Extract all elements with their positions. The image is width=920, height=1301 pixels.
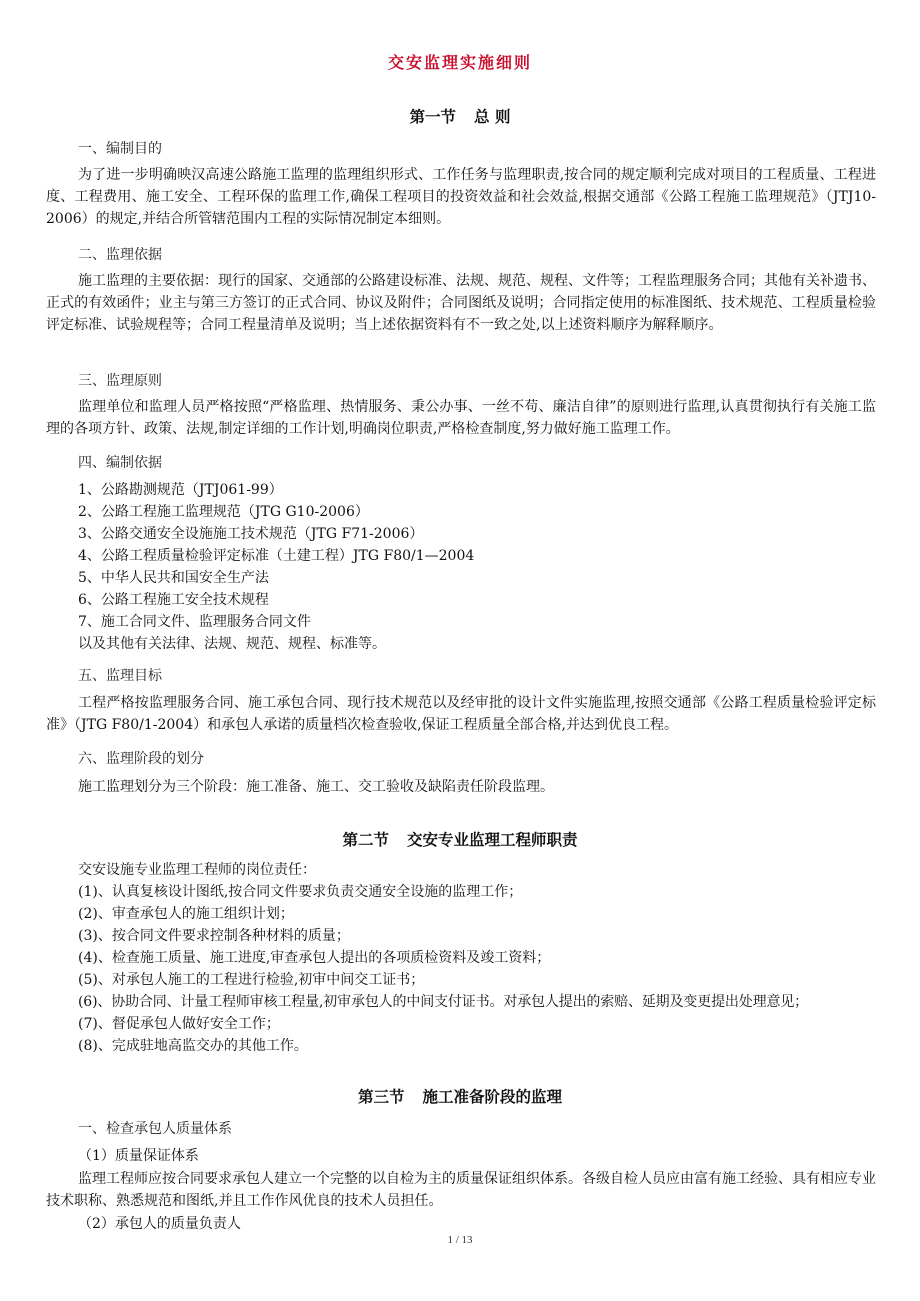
reference-list-item: 1、公路勘测规范（JTJ061-99） bbox=[78, 482, 283, 498]
section1-subtitle-4: 四、编制依据 bbox=[78, 455, 162, 471]
page-number: 1 / 13 bbox=[447, 1234, 473, 1246]
section1-subtitle-6: 六、监理阶段的划分 bbox=[78, 751, 204, 767]
section1-paragraph-1: 为了进一步明确映汉高速公路施工监理的监理组织形式、工作任务与监理职责,按合同的规定顺利完成对项目的工程质量、工程进度、工程费用、施工安全、工程环保的监理工作,确保工程项目的投资效益和社会效益,根据交通部《公路工程施工监理规范》（JTJ10-2006）的规定,并结合所管辖范围内工程的实际情况制定本细则。 bbox=[46, 167, 876, 227]
section1-subtitle-5: 五、监理目标 bbox=[78, 668, 162, 684]
section1-heading-text: 总 则 bbox=[474, 107, 511, 126]
section1-heading bbox=[0, 105, 920, 127]
section1-paragraph-6: 施工监理划分为三个阶段：施工准备、施工、交工验收及缺陷责任阶段监理。 bbox=[78, 779, 554, 795]
section1-heading-number: 第一节 bbox=[409, 107, 457, 126]
section3-paragraph-1: 监理工程师应按合同要求承包人建立一个完整的以自检为主的质量保证组织体系。各级自检人员应由富有施工经验、具有相应专业技术职称、熟悉规范和图纸,并且工作作风优良的技术人员担任。 bbox=[46, 1171, 876, 1209]
section2-heading-text: 交安专业监理工程师职责 bbox=[407, 830, 578, 849]
reference-list-item: 4、公路工程质量检验评定标准（土建工程）JTG F80/1—2004 bbox=[78, 548, 475, 564]
section2-heading-number: 第二节 bbox=[342, 830, 389, 849]
section2-heading bbox=[0, 828, 920, 850]
section1-subtitle-2: 二、监理依据 bbox=[78, 247, 162, 263]
document-title: 交安监理实施细则 bbox=[387, 53, 532, 72]
duty-list-item: (7)、督促承包人做好安全工作； bbox=[78, 1016, 280, 1032]
section2-intro: 交安设施专业监理工程师的岗位责任： bbox=[78, 862, 316, 878]
reference-list-item: 以及其他有关法律、法规、规范、规程、标准等。 bbox=[78, 636, 386, 652]
section1-paragraph-2: 施工监理的主要依据：现行的国家、交通部的公路建设标准、法规、规范、规程、文件等；工程监理服务合同；其他有关补遗书、正式的有效函件；业主与第三方签订的正式合同、协议及附件；合同图纸及说明；合同指定使用的标准图纸、技术规范、工程质量检验评定标准、试验规程等；合同工程量清单及说明；当上述依据资料有不一致之处,以上述资料顺序为解释顺序。 bbox=[46, 273, 876, 333]
section3-sub-heading-1: （1）质量保证体系 bbox=[78, 1148, 199, 1164]
reference-list-item: 5、中华人民共和国安全生产法 bbox=[78, 570, 269, 586]
section3-subtitle-1: 一、检查承包人质量体系 bbox=[78, 1121, 232, 1137]
duty-list-item: (8)、完成驻地高监交办的其他工作。 bbox=[78, 1038, 308, 1054]
duty-list-item: (2)、审查承包人的施工组织计划； bbox=[78, 906, 294, 922]
section3-heading bbox=[0, 1085, 920, 1107]
section1-paragraph-5: 工程严格按监理服务合同、施工承包合同、现行技术规范以及经审批的设计文件实施监理,按照交通部《公路工程质量检验评定标准》（JTG F80/1-2004）和承包人承诺的质量档次检查验收,保证工程质量全部合格,并达到优良工程。 bbox=[46, 695, 876, 733]
reference-list-item: 3、公路交通安全设施施工技术规范（JTG F71-2006） bbox=[78, 526, 424, 542]
reference-list-item: 7、施工合同文件、监理服务合同文件 bbox=[78, 614, 311, 630]
reference-list-item: 6、公路工程施工安全技术规程 bbox=[78, 592, 269, 608]
section1-subtitle-3: 三、监理原则 bbox=[78, 373, 162, 389]
duty-list-item: (6)、协助合同、计量工程师审核工程量,初审承包人的中间支付证书。对承包人提出的索赔、延期及变更提出处理意见； bbox=[78, 994, 809, 1010]
duty-list-item: (1)、认真复核设计图纸,按合同文件要求负责交通安全设施的监理工作； bbox=[78, 884, 523, 900]
section3-heading-number: 第三节 bbox=[357, 1087, 405, 1106]
duty-list-item: (4)、检查施工质量、施工进度,审查承包人提出的各项质检资料及竣工资料； bbox=[78, 950, 551, 966]
duty-list-item: (5)、对承包人施工的工程进行检验,初审中间交工证书； bbox=[78, 972, 425, 988]
reference-list-item: 2、公路工程施工监理规范（JTG G10-2006） bbox=[78, 504, 369, 520]
duty-list-item: (3)、按合同文件要求控制各种材料的质量； bbox=[78, 928, 350, 944]
section1-subtitle-1: 一、编制目的 bbox=[78, 141, 162, 157]
section3-sub-heading-2: （2）承包人的质量负责人 bbox=[78, 1216, 241, 1232]
section3-heading-text: 施工准备阶段的监理 bbox=[422, 1087, 563, 1106]
section1-paragraph-3: 监理单位和监理人员严格按照“严格监理、热情服务、秉公办事、一丝不苟、廉洁自律”的原则进行监理,认真贯彻执行有关施工监理的各项方针、政策、法规,制定详细的工作计划,明确岗位职责,严格检查制度,努力做好施工监理工作。 bbox=[46, 399, 876, 437]
